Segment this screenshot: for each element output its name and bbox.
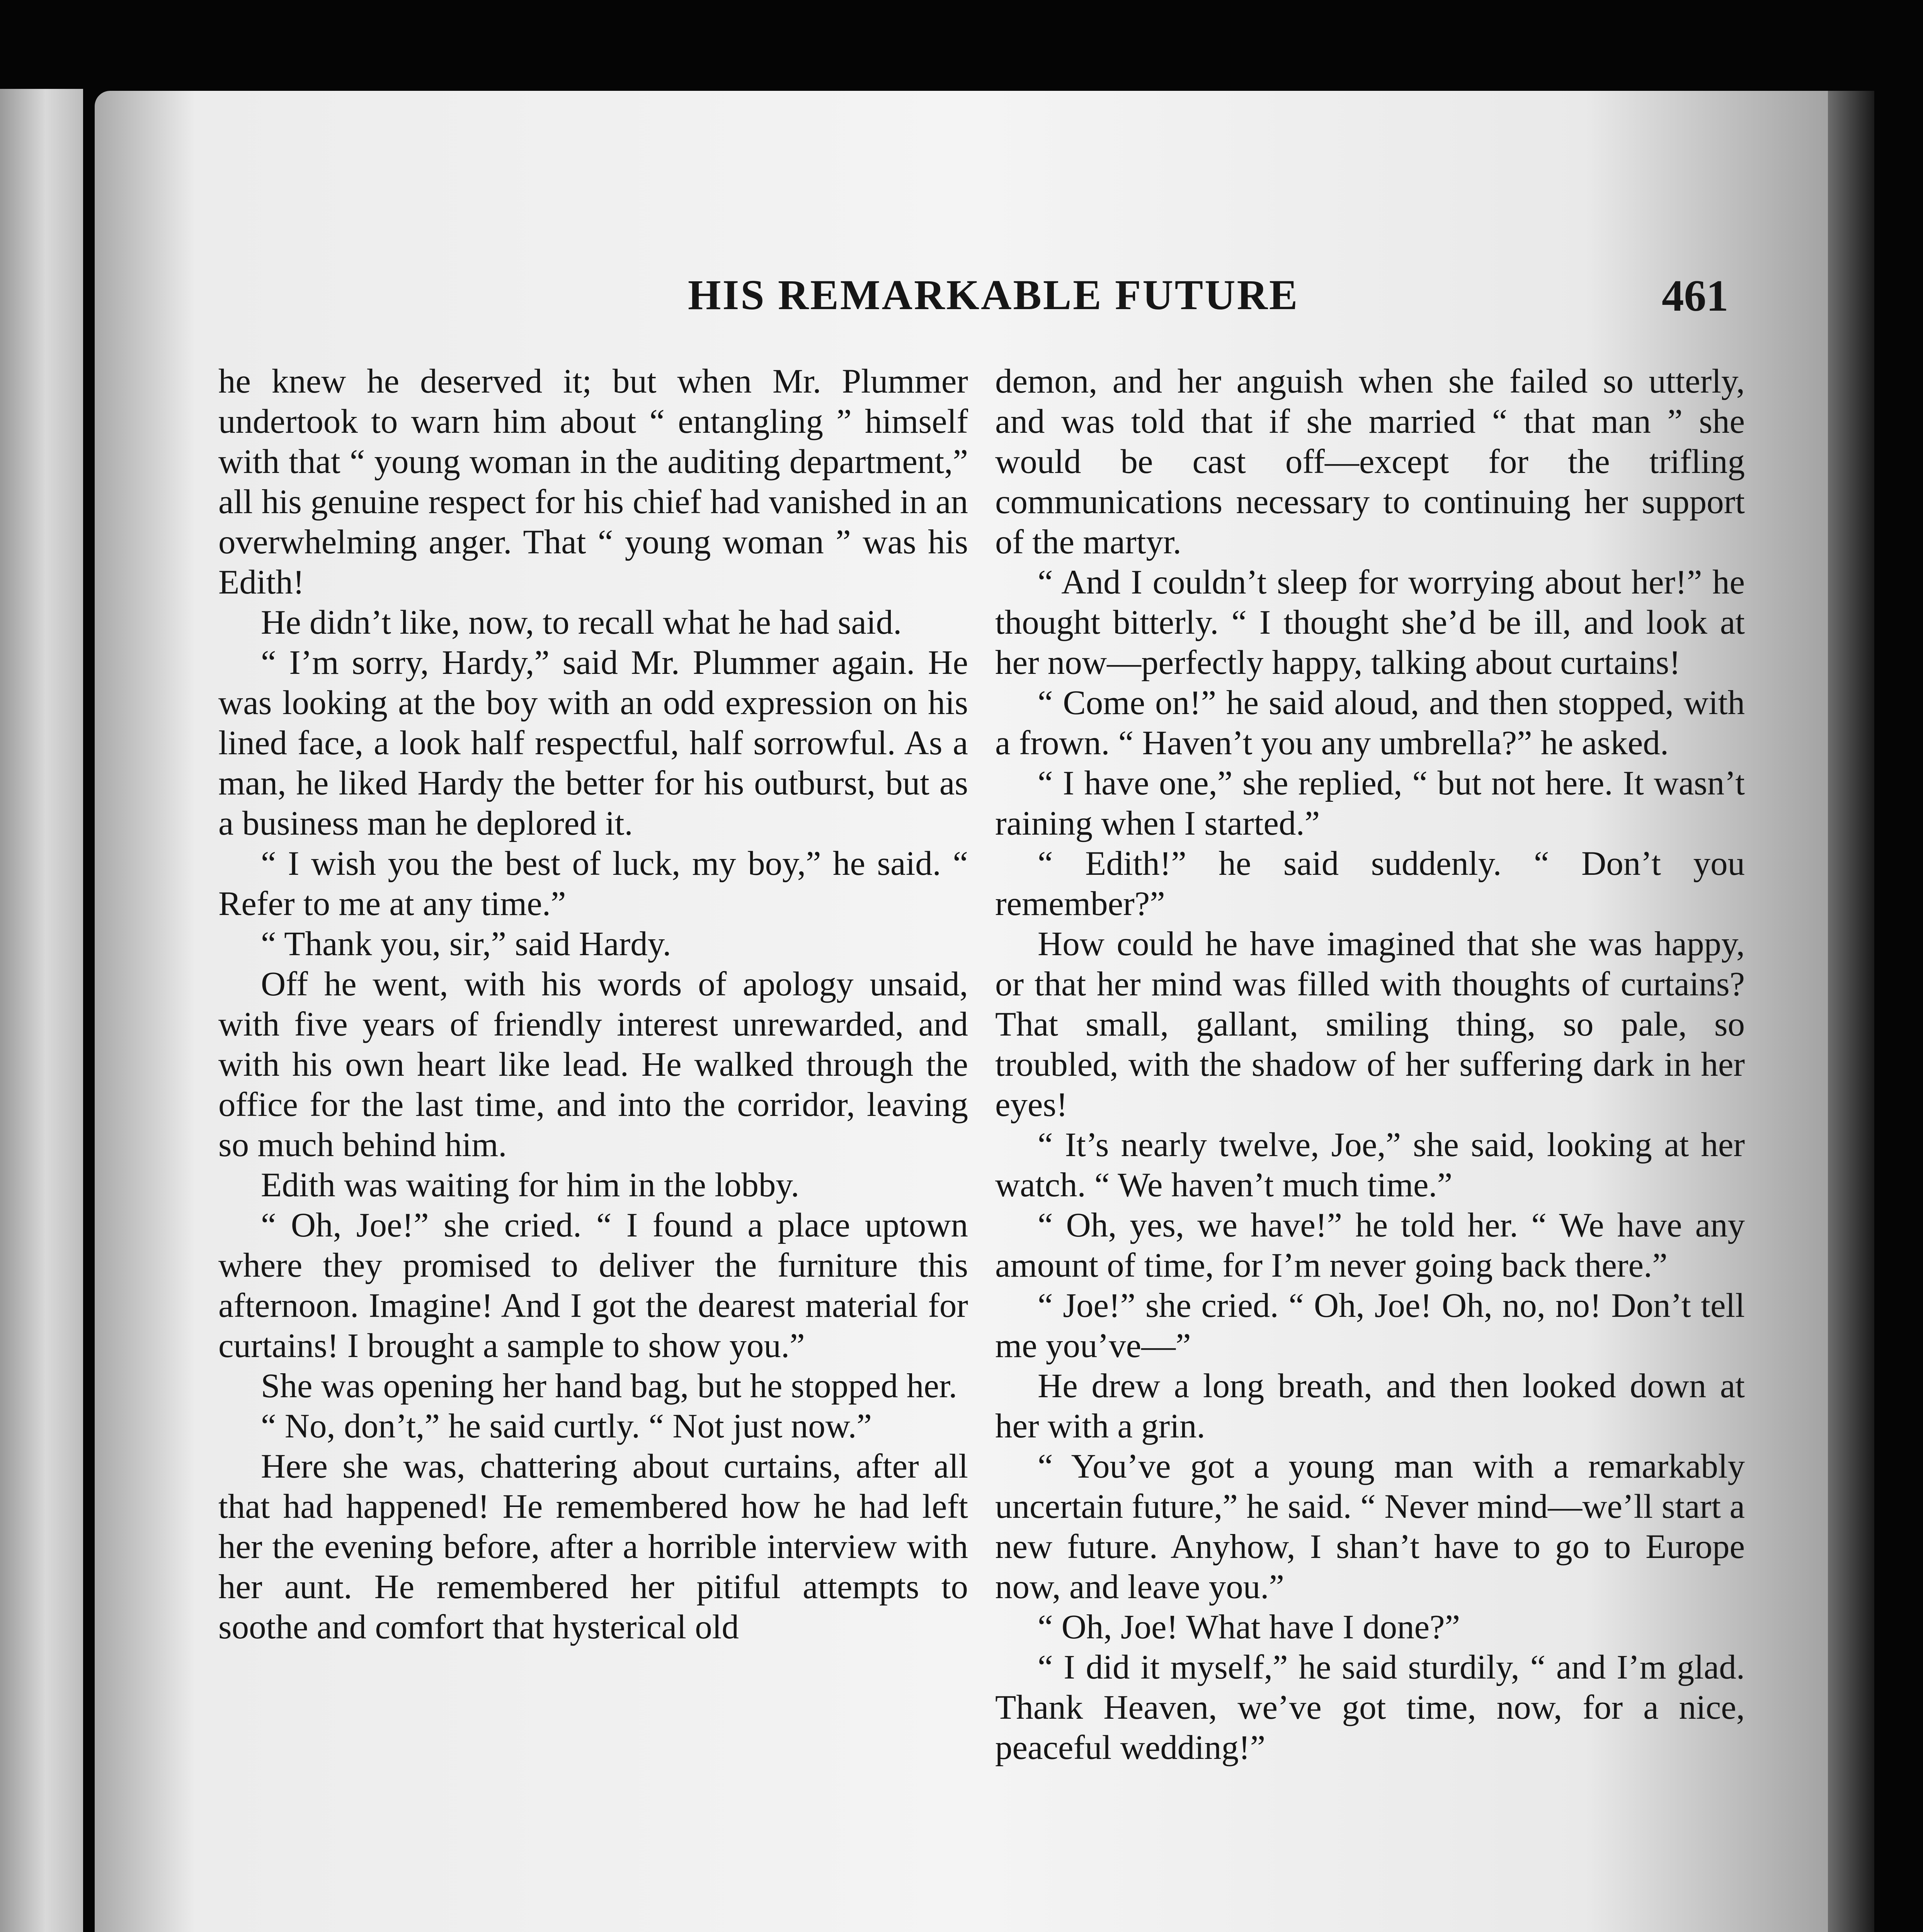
paragraph: “ Joe!” she cried. “ Oh, Joe! Oh, no, no! Don’t tell me you’ve—” bbox=[995, 1287, 1745, 1365]
paragraph: He drew a long breath, and then looked down at her with a grin. bbox=[995, 1367, 1745, 1445]
paragraph: “ Oh, Joe!” she cried. “ I found a place uptown where they promised to deliver the furniture this afternoon. Imagine! And I got the dearest material for curtains! I brought a sample to show you.” bbox=[218, 1206, 968, 1365]
paragraph: “ Oh, Joe! What have I done?” bbox=[1038, 1608, 1460, 1646]
paragraph: “ I wish you the best of luck, my boy,” he said. “ Refer to me at any time.” bbox=[218, 845, 968, 923]
page-number: 461 bbox=[1662, 271, 1729, 320]
paragraph: “ It’s nearly twelve, Joe,” she said, looking at her watch. “ We haven’t much time.” bbox=[995, 1126, 1745, 1204]
page-gutter-shadow bbox=[1828, 91, 1874, 1932]
running-head: HIS REMARKABLE FUTURE bbox=[688, 271, 1299, 318]
facing-page-edge bbox=[0, 89, 83, 1932]
paragraph: he knew he deserved it; but when Mr. Plummer undertook to warn him about “ entangling ” himself with that “ young woman in the auditing department,” all his genuine respect for his chief had vanished in an overwhelming anger. That “ young woman ” was his Edith! bbox=[218, 362, 968, 601]
paragraph: How could he have imagined that she was happy, or that her mind was filled with thoughts of curtains? That small, gallant, smiling thing, so pale, so troubled, with the shadow of her suffering dark in her eyes! bbox=[995, 925, 1745, 1124]
paragraph: “ I’m sorry, Hardy,” said Mr. Plummer again. He was looking at the boy with an odd expression on his lined face, a look half respectful, half sorrowful. As a man, he liked Hardy the better for his outburst, but as a business man he deplored it. bbox=[218, 644, 968, 842]
paragraph: Edith was waiting for him in the lobby. bbox=[261, 1166, 800, 1204]
paragraph: “ And I couldn’t sleep for worrying about her!” he thought bitterly. “ I thought she’d be ill, and look at her now—perfectly happy, talking about curtains! bbox=[995, 563, 1745, 682]
story-column-right bbox=[995, 361, 1745, 1768]
paragraph: “ Come on!” he said aloud, and then stopped, with a frown. “ Haven’t you any umbrella?” he asked. bbox=[995, 684, 1745, 762]
paragraph: “ Thank you, sir,” said Hardy. bbox=[261, 925, 671, 963]
paragraph: “ I did it myself,” he said sturdily, “ and I’m glad. Thank Heaven, we’ve got time, now, for a nice, peaceful wedding!” bbox=[995, 1648, 1745, 1767]
paragraph: “ Edith!” he said suddenly. “ Don’t you remember?” bbox=[995, 845, 1745, 923]
paragraph: “ Oh, yes, we have!” he told her. “ We have any amount of time, for I’m never going back there.” bbox=[995, 1206, 1745, 1284]
paragraph: Off he went, with his words of apology unsaid, with five years of friendly interest unrewarded, and with his own heart like lead. He walked through the office for the last time, and into the corridor, leaving so much behind him. bbox=[218, 965, 968, 1164]
paragraph: “ No, don’t,” he said curtly. “ Not just now.” bbox=[261, 1407, 872, 1445]
paragraph: She was opening her hand bag, but he stopped her. bbox=[261, 1367, 957, 1405]
paragraph: demon, and her anguish when she failed so utterly, and was told that if she married “ that man ” she would be cast off—except for the trifling communications necessary to continuing her support of the martyr. bbox=[995, 362, 1745, 561]
paragraph: “ You’ve got a young man with a remarkably uncertain future,” he said. “ Never mind—we’ll start a new future. Anyhow, I shan’t have to go to Europe now, and leave you.” bbox=[995, 1447, 1745, 1606]
story-column-left bbox=[218, 361, 968, 1647]
paragraph: He didn’t like, now, to recall what he had said. bbox=[261, 604, 902, 641]
paragraph: “ I have one,” she replied, “ but not here. It wasn’t raining when I started.” bbox=[995, 764, 1745, 842]
paragraph: Here she was, chattering about curtains, after all that had happened! He remembered how he had left her the evening before, after a horrible interview with her aunt. He remembered her pitiful attempts to soothe and comfort that hysterical old bbox=[218, 1447, 968, 1646]
